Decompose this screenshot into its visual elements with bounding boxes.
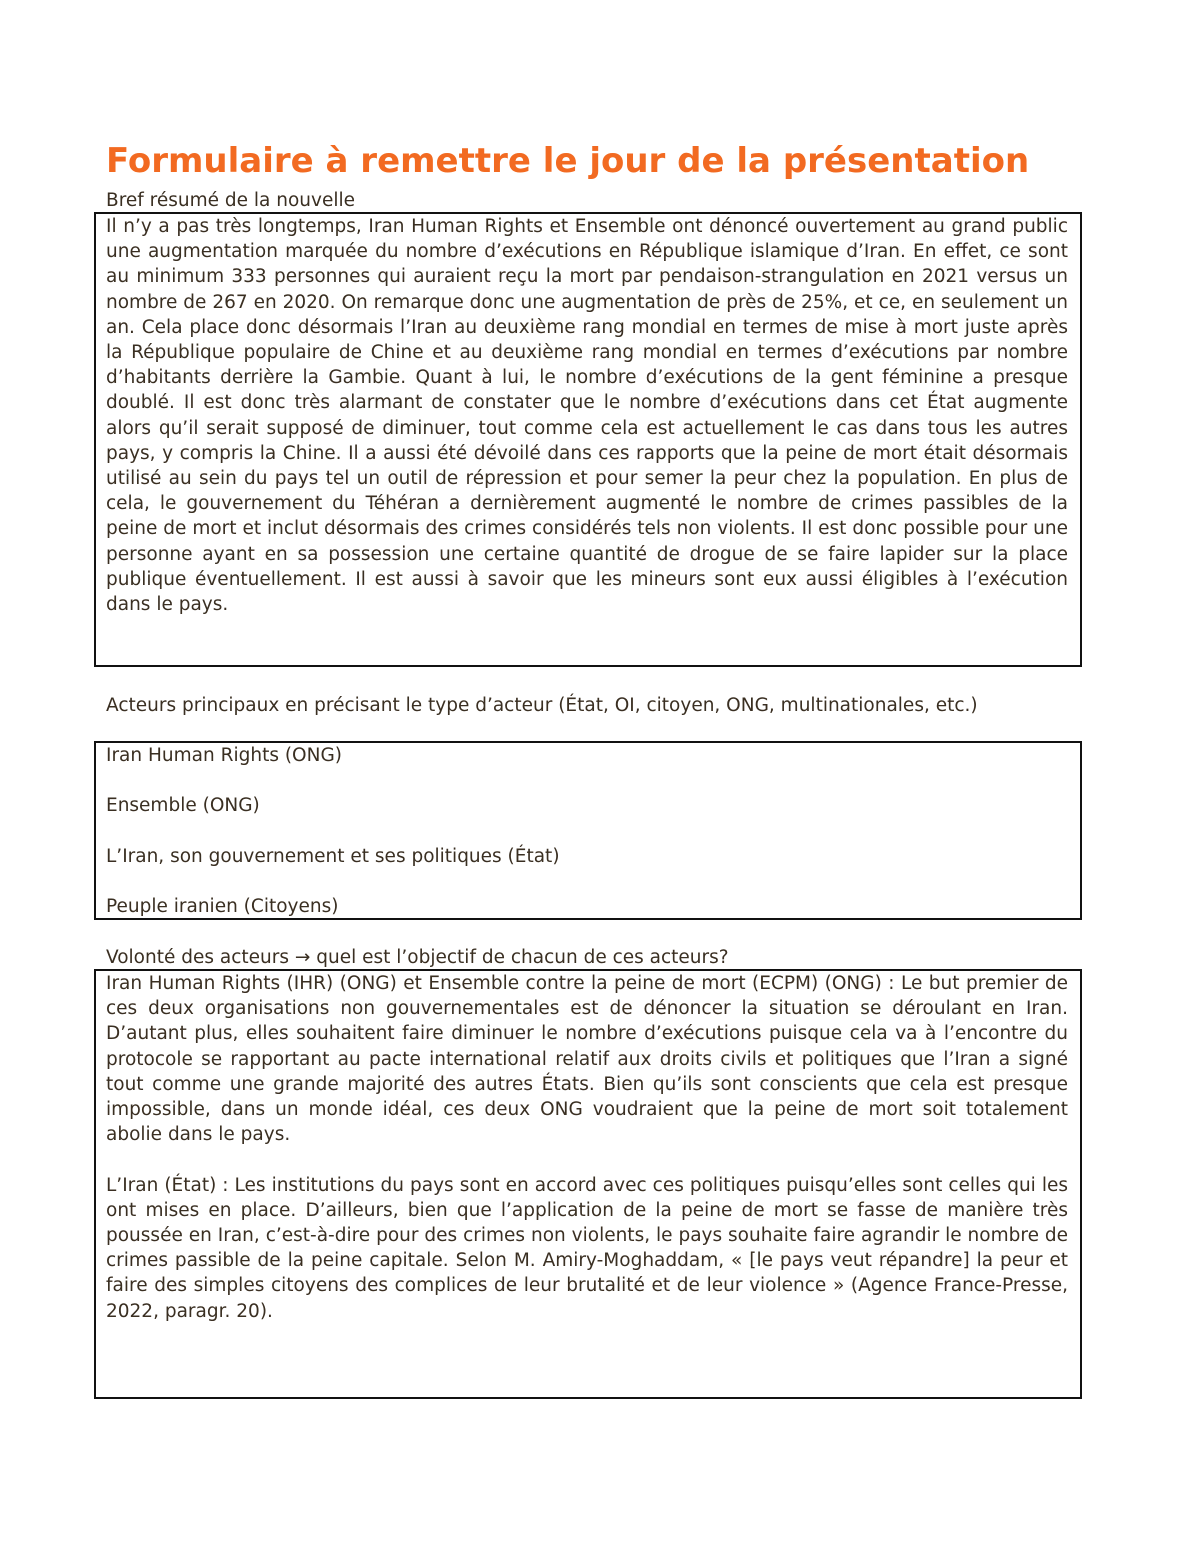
goals-label: Volonté des acteurs → quel est l’objectif de chacun de ces acteurs? <box>106 947 729 968</box>
actor-item: Iran Human Rights (ONG) <box>106 745 343 766</box>
actor-item: L’Iran, son gouvernement et ses politiques (État) <box>106 845 560 867</box>
summary-text: Il n’y a pas très longtemps, Iran Human Rights et Ensemble ont dénoncé ouvertement au grand public une augmentation marquée du nombre d’exécutions en République islamique d’Iran. En effet, ce sont au minimum 333 personnes qui auraient reçu la mort par pendaison-strangulation en 2021 versus un nombre de 267 en 2020. On remarque donc une augmentation de près de 25%, et ce, en seulement un an. Cela place donc désormais l’Iran au deuxième rang mondial en termes de mise à mort juste après la République populaire de Chine et au deuxième rang mondial en termes d’exécutions par nombre d’habitants derrière la Gambie. Quant à lui, le nombre d’exécutions de la gent féminine a presque doublé. Il est donc très alarmant de constater que le nombre d’exécutions dans cet État augmente alors qu’il serait supposé de diminuer, tout comme cela est actuellement le cas dans tous les autres pays, y compris la Chine. Il a aussi été dévoilé dans ces rapports que la peine de mort était désormais utilisé au sein du pays tel un outil de répression et pour semer la peur chez la population. En plus de cela, le gouvernement du Téhéran a dernièrement augmenté le nombre de crimes passibles de la peine de mort et inclut désormais des crimes considérés tels non violents. Il est donc possible pour une personne ayant en sa possession une certaine quantité de drogue de se faire lapider sur la place publique éventuellement. Il est aussi à savoir que les mineurs sont eux aussi éligibles à l’exécution dans le pays. <box>106 216 1068 616</box>
goals-box <box>94 969 1082 1399</box>
summary-label: Bref résumé de la nouvelle <box>106 190 356 211</box>
actor-item: Peuple iranien (Citoyens) <box>106 896 339 918</box>
page-title: Formulaire à remettre le jour de la présentation <box>106 141 1030 181</box>
actor-item: Ensemble (ONG) <box>106 795 260 817</box>
actors-box <box>94 741 1082 920</box>
goals-paragraph: L’Iran (État) : Les institutions du pays sont en accord avec ces politiques puisqu’elles sont celles qui les ont mises en place. D’ailleurs, bien que l’application de la peine de mort se fasse de manière très poussée en Iran, c’est-à-dire pour des crimes non violents, le pays souhaite faire agrandir le nombre de crimes passible de la peine capitale. Selon M. Amiry-Moghaddam, « [le pays veut répandre] la peur et faire des simples citoyens des complices de leur brutalité et de leur violence » (Agence France-Presse, 2022, paragr. 20). <box>106 1174 1068 1322</box>
goals-paragraph: Iran Human Rights (IHR) (ONG) et Ensemble contre la peine de mort (ECPM) (ONG) : Le but premier de ces deux organisations non gouvernementales est de dénoncer la situation se déroulant en Iran. D’autant plus, elles souhaitent faire diminuer le nombre d’exécutions puisque cela va à l’encontre du protocole se rapportant au pacte international relatif aux droits civils et politiques que l’Iran a signé tout comme une grande majorité des autres États. Bien qu’ils sont conscients que cela est presque impossible, dans un monde idéal, ces deux ONG voudraient que la peine de mort soit totalement abolie dans le pays. <box>106 973 1068 1146</box>
actors-label: Acteurs principaux en précisant le type d’acteur (État, OI, citoyen, ONG, multinationales, etc.) <box>106 695 978 716</box>
summary-box <box>94 212 1082 667</box>
